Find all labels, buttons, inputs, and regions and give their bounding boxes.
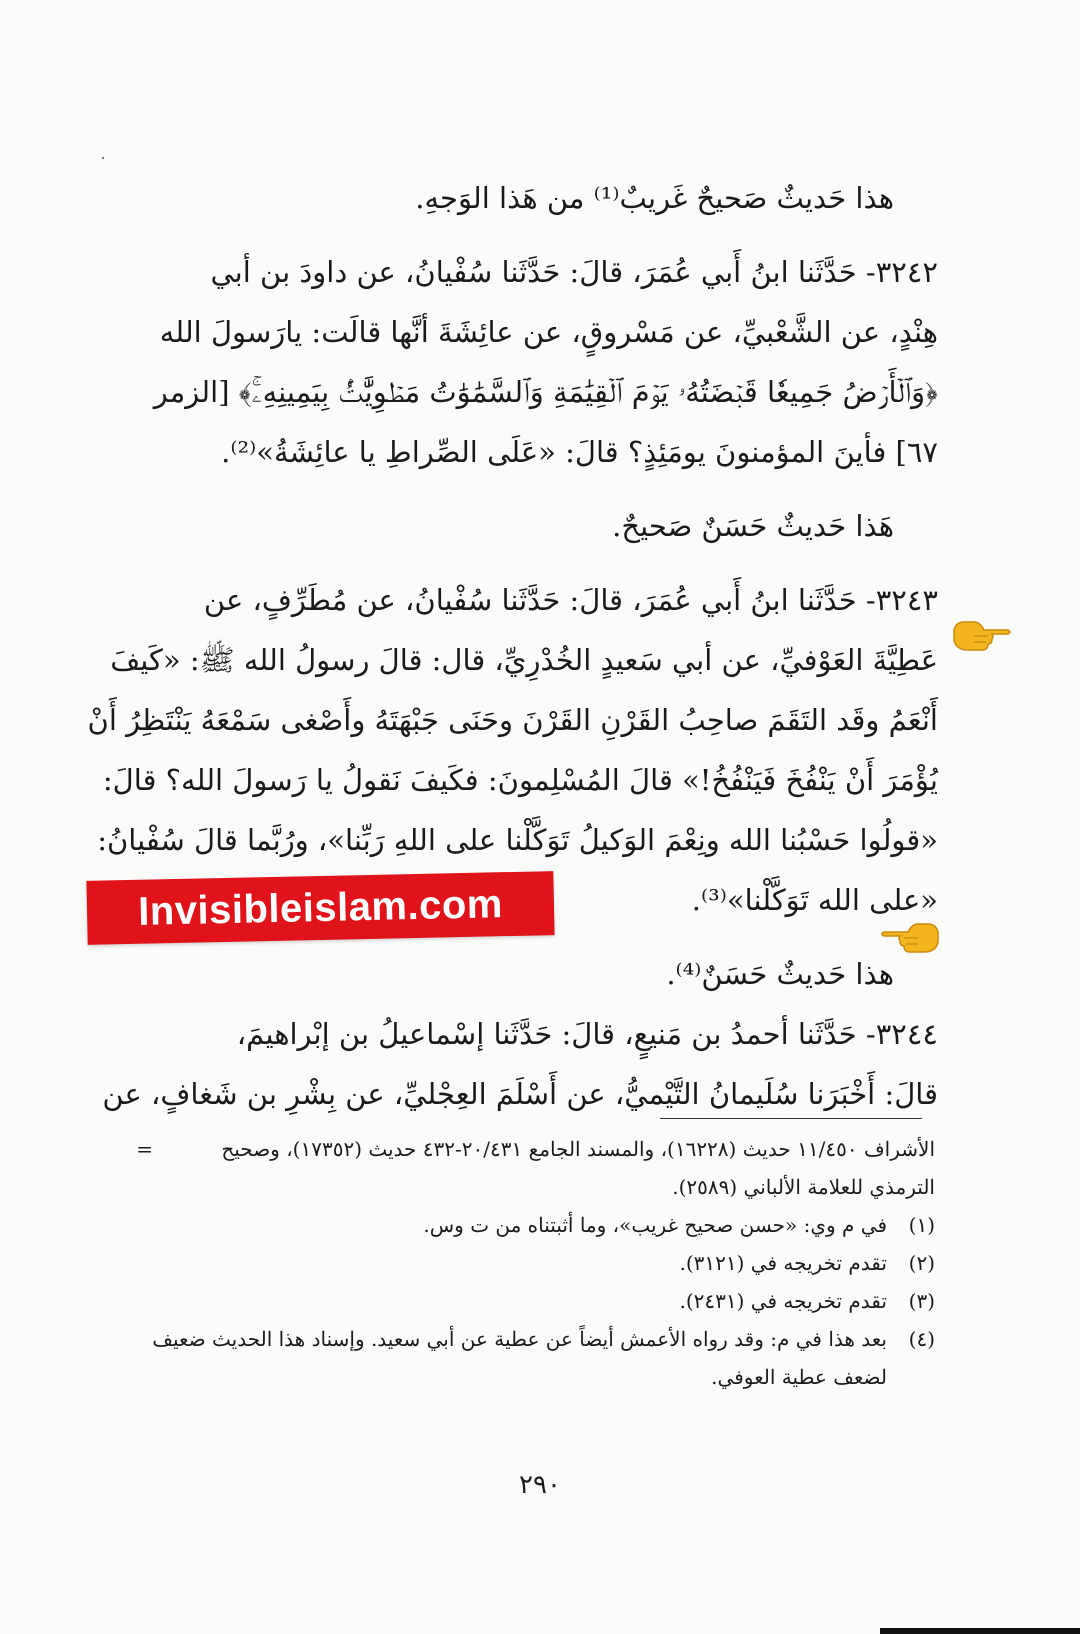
page-number: ٢٩٠ (519, 1470, 561, 1500)
hadith-3242 (118, 242, 938, 482)
speck (102, 157, 104, 159)
watermark-banner (86, 871, 554, 945)
footnote-number: (٢) (908, 1251, 935, 1275)
hadith-3243-line: «على الله تَوَكَّلْنا»⁽³⁾. (691, 883, 938, 917)
status-3243: هذا حَديثٌ حَسَنٌ⁽⁴⁾. (666, 957, 894, 991)
hadith-3242-line: هِنْدٍ، عن الشَّعْبيِّ، عن مَسْروقٍ، عن عائِشَةَ أنَّها قالَت: يارَسولَ الله (159, 315, 938, 349)
hadith-3244-line: قالَ: أَخْبَرَنا سُلَيمانُ التَّيْميُّ، عن أَسْلَمَ العِجْليِّ، عن بِشْرِ بن شَغافٍ، عن (102, 1077, 938, 1111)
continuation-mark: = (136, 1137, 153, 1161)
footnote-divider (660, 1118, 922, 1119)
hadith-3242-line: ٦٧] فأينَ المؤمنونَ يومَئِذٍ؟ قالَ: «عَلَى الصِّراطِ يا عائِشَةُ»⁽²⁾. (221, 435, 938, 469)
scan-edge (880, 1628, 1080, 1634)
intro-status: هذا حَديثٌ صَحيحٌ غَريبٌ⁽¹⁾ من هَذا الوَجهِ. (415, 181, 894, 215)
pointing-hand-icon (950, 610, 1012, 654)
pointing-hand-icon (880, 912, 942, 956)
footnotes (105, 1130, 935, 1396)
quran-verse-line: ﴿وَٱلۡأَرۡضُ جَمِيعٗا قَبۡضَتُهُۥ يَوۡمَ ٱلۡقِيَٰمَةِ وَٱلسَّمَٰوَٰتُ مَطۡوِيَّٰتُۢ بِيَمِينِهِۦۚ﴾ [الزمر (153, 375, 938, 409)
hadith-3243-line: عَطِيَّةَ العَوْفيِّ، عن أبي سَعيدٍ الخُدْرِيِّ، قال: قالَ رسولُ الله ﷺ: «كَيفَ (110, 643, 938, 677)
footnote-item (105, 1320, 935, 1396)
footnote-text: تقدم تخريجه في (٣١٢١). (679, 1251, 887, 1275)
footnote-number: (٣) (908, 1289, 935, 1313)
hadith-3242-line: ٣٢٤٢- حَدَّثَنا ابنُ أَبي عُمَرَ، قالَ: حَدَّثَنا سُفْيانُ، عن داودَ بن أبي (210, 255, 938, 289)
hadith-3244 (102, 1004, 938, 1124)
footnote-number: (١) (908, 1213, 935, 1237)
footnote-item (105, 1282, 935, 1320)
footnote-text: بعد هذا في م: وقد رواه الأعمش أيضاً عن عطية عن أبي سعيد. وإسناد هذا الحديث ضعيف لضعف عطية العوفي. (152, 1327, 887, 1389)
hadith-3243-line: «قولُوا حَسْبُنا الله ونِعْمَ الوَكيلُ تَوَكَّلْنا على اللهِ رَبِّنا»، ورُبَّما قالَ سُفْيانُ: (97, 823, 938, 857)
footnote-item (105, 1206, 935, 1244)
footnote-continuation-text: الأشراف ١١/٤٥٠ حديث (١٦٢٢٨)، والمسند الجامع ٢٠/٤٣١-٤٣٢ حديث (١٧٣٥٢)، وصحيح الترمذي للعلامة الألباني (٢٥٨٩). (221, 1137, 935, 1199)
footnote-text: في م وي: «حسن صحيح غريب»، وما أثبتناه من ت وس. (423, 1213, 887, 1237)
main-text (87, 168, 938, 1124)
hadith-3244-line: ٣٢٤٤- حَدَّثَنا أحمدُ بن مَنيعٍ، قالَ: حَدَّثَنا إسْماعيلُ بن إبْراهيمَ، (236, 1017, 938, 1051)
hadith-3243-line: يُؤْمَرَ أَنْ يَنْفُخَ فَيَنْفُخُ!» قالَ المُسْلِمونَ: فكَيفَ نَقولُ يا رَسولَ الله؟ قالَ: (102, 763, 938, 797)
status-3242: هَذا حَديثٌ حَسَنٌ صَحيحٌ. (612, 509, 894, 543)
hadith-3243-line: ٣٢٤٣- حَدَّثَنا ابنُ أَبي عُمَرَ، قالَ: حَدَّثَنا سُفْيانُ، عن مُطَرِّفٍ، عن (203, 583, 938, 617)
footnote-number: (٤) (908, 1327, 935, 1351)
hadith-3243-line: أَنْعَمُ وقَد التَقَمَ صاحِبُ القَرْنِ القَرْنَ وحَنَى جَبْهَتَهُ وأَصْغى سَمْعَهُ يَنْتَظِرُ أَنْ (87, 703, 938, 737)
footnote-item (105, 1244, 935, 1282)
watermark-text: Invisibleislam.com (137, 881, 504, 934)
footnote-continuation (105, 1130, 935, 1206)
footnote-text: تقدم تخريجه في (٢٤٣١). (679, 1289, 887, 1313)
